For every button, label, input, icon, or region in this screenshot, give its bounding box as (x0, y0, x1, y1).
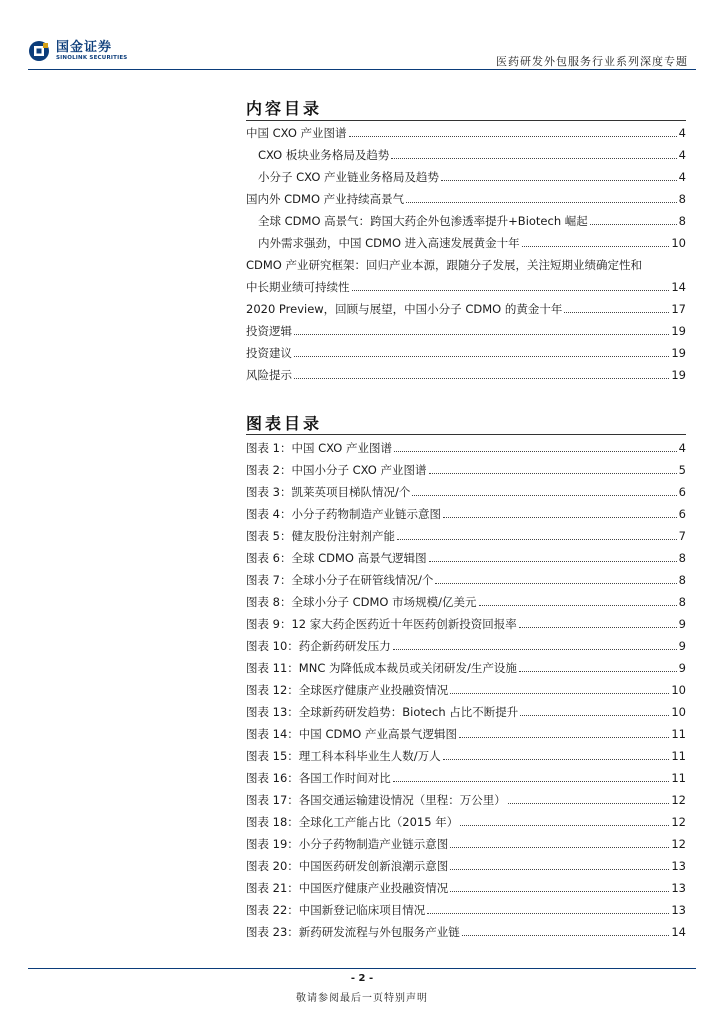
figure-entry-text: 图表 16：各国工作时间对比 (246, 771, 391, 785)
figure-entry-text: 图表 20：中国医药研发创新浪潮示意图 (246, 859, 449, 873)
toc-entry[interactable] (246, 367, 686, 383)
figure-entry-text: 图表 5：健友股份注射剂产能 (246, 529, 395, 543)
figure-entry-page: 6 (678, 485, 686, 499)
figure-entry-text: 图表 12：全球医疗健康产业投融资情况 (246, 683, 449, 697)
leader-dots (459, 737, 669, 738)
toc-entry[interactable] (246, 345, 686, 361)
leader-dots (294, 356, 669, 357)
figure-entry-text: 图表 10：药企新药研发压力 (246, 639, 391, 653)
figure-entry-page: 13 (671, 881, 686, 895)
figure-entry[interactable] (246, 550, 686, 566)
toc-entry-page: 4 (678, 126, 686, 140)
figure-entry[interactable] (246, 594, 686, 610)
leader-dots (394, 451, 677, 452)
figure-entry[interactable] (246, 924, 686, 940)
toc-entry-page: 19 (671, 324, 686, 338)
figure-entry-page: 13 (671, 859, 686, 873)
contents-title-divider (246, 120, 686, 121)
report-series-title: 医药研发外包服务行业系列深度专题 (496, 55, 688, 68)
figure-entry[interactable] (246, 528, 686, 544)
page-number: - 2 - (350, 973, 374, 984)
figure-entry-page: 12 (671, 837, 686, 851)
figure-entry-page: 12 (671, 815, 686, 829)
toc-entry[interactable] (246, 257, 686, 273)
leader-dots (406, 202, 677, 203)
toc-entry-text: CDMO 产业研究框架：回归产业本源，跟随分子发展，关注短期业绩确定性和 (246, 258, 643, 272)
figure-entry[interactable] (246, 726, 686, 742)
leader-dots (522, 246, 670, 247)
toc-entry-text: CXO 板块业务格局及趋势 (258, 148, 390, 162)
toc-entry-page: 19 (671, 346, 686, 360)
contents-title: 内容目录 (246, 99, 323, 118)
figure-entry-text: 图表 9：12 家大药企医药近十年医药创新投资回报率 (246, 617, 517, 631)
toc-entry-text: 全球 CDMO 高景气：跨国大药企外包渗透率提升+Biotech 崛起 (258, 214, 588, 228)
leader-dots (397, 539, 677, 540)
leader-dots (352, 290, 670, 291)
figure-entry-text: 图表 17：各国交通运输建设情况（里程：万公里） (246, 793, 506, 807)
figures-list (246, 440, 686, 940)
figure-entry-text: 图表 3：凯莱英项目梯队情况/个 (246, 485, 411, 499)
figure-entry-text: 图表 8：全球小分子 CDMO 市场规模/亿美元 (246, 595, 477, 609)
figure-entry[interactable] (246, 748, 686, 764)
figure-entry[interactable] (246, 462, 686, 478)
figure-entry-page: 5 (678, 463, 686, 477)
figure-entry[interactable] (246, 506, 686, 522)
toc-entry-text: 小分子 CXO 产业链业务格局及趋势 (258, 170, 440, 184)
figure-entry[interactable] (246, 484, 686, 500)
company-logo (28, 40, 127, 62)
leader-dots (564, 312, 669, 313)
toc-entry-text: 投资建议 (246, 346, 292, 360)
figures-title: 图表目录 (246, 414, 323, 433)
figure-entry[interactable] (246, 616, 686, 632)
toc-entry-text: 风险提示 (246, 368, 292, 382)
toc-entry-page: 19 (671, 368, 686, 382)
leader-dots (349, 136, 677, 137)
toc-entry-text: 2020 Preview，回顾与展望，中国小分子 CDMO 的黄金十年 (246, 302, 563, 316)
leader-dots (429, 473, 677, 474)
logo-english-name: SINOLINK SECURITIES (56, 54, 128, 61)
toc-entry[interactable] (246, 147, 686, 163)
figures-title-divider (246, 434, 686, 435)
leader-dots (429, 561, 677, 562)
leader-dots (393, 781, 670, 782)
leader-dots (450, 869, 669, 870)
toc-entry-page: 4 (678, 148, 686, 162)
leader-dots (460, 825, 669, 826)
footer-divider (28, 968, 696, 969)
figure-entry-page: 10 (671, 705, 686, 719)
figure-entry-text: 图表 13：全球新药研发趋势：Biotech 占比不断提升 (246, 705, 519, 719)
toc-entry-text: 中长期业绩可持续性 (246, 280, 350, 294)
figure-entry-page: 7 (678, 529, 686, 543)
figure-entry-page: 8 (678, 551, 686, 565)
figure-entry-page: 9 (678, 661, 686, 675)
toc-entry-page: 8 (678, 214, 686, 228)
disclaimer-note: 敬请参阅最后一页特别声明 (296, 993, 428, 1004)
figure-entry-page: 11 (671, 771, 686, 785)
figure-entry[interactable] (246, 770, 686, 786)
figure-entry[interactable] (246, 704, 686, 720)
toc-entry[interactable] (246, 169, 686, 185)
figure-entry-text: 图表 7：全球小分子在研管线情况/个 (246, 573, 434, 587)
figure-entry[interactable] (246, 638, 686, 654)
figure-entry-page: 12 (671, 793, 686, 807)
leader-dots (462, 935, 670, 936)
figure-entry[interactable] (246, 440, 686, 456)
figure-entry-page: 10 (671, 683, 686, 697)
figure-entry-text: 图表 23：新药研发流程与外包服务产业链 (246, 925, 460, 939)
toc-entry[interactable] (246, 125, 686, 141)
figure-entry-page: 11 (671, 749, 686, 763)
figure-entry-text: 图表 21：中国医疗健康产业投融资情况 (246, 881, 449, 895)
figure-entry-page: 8 (678, 595, 686, 609)
figure-entry[interactable] (246, 814, 686, 830)
figure-entry-text: 图表 19：小分子药物制造产业链示意图 (246, 837, 449, 851)
figure-entry[interactable] (246, 880, 686, 896)
leader-dots (520, 715, 669, 716)
figure-entry-page: 8 (678, 573, 686, 587)
leader-dots (294, 334, 669, 335)
figure-entry-text: 图表 18：全球化工产能占比（2015 年） (246, 815, 459, 829)
figure-entry-page: 11 (671, 727, 686, 741)
figure-entry-page: 6 (678, 507, 686, 521)
page-header (0, 0, 724, 72)
figure-entry-text: 图表 1：中国 CXO 产业图谱 (246, 441, 393, 455)
figure-entry-text: 图表 2：中国小分子 CXO 产业图谱 (246, 463, 427, 477)
figure-entry-text: 图表 15：理工科本科毕业生人数/万人 (246, 749, 441, 763)
figure-entry-text: 图表 4：小分子药物制造产业链示意图 (246, 507, 441, 521)
toc-entry-page: 17 (671, 302, 686, 316)
figure-entry-page: 9 (678, 617, 686, 631)
toc-entry-text: 中国 CXO 产业图谱 (246, 126, 347, 140)
toc-entry-page: 14 (671, 280, 686, 294)
figure-entry-text: 图表 14：中国 CDMO 产业高景气逻辑图 (246, 727, 457, 741)
leader-dots (391, 158, 676, 159)
leader-dots (435, 583, 676, 584)
figure-entry-page: 14 (671, 925, 686, 939)
figure-entry[interactable] (246, 836, 686, 852)
figure-entry[interactable] (246, 682, 686, 698)
figure-entry[interactable] (246, 660, 686, 676)
toc-entry[interactable] (246, 235, 686, 251)
figure-entry-text: 图表 22：中国新登记临床项目情况 (246, 903, 426, 917)
toc-entry[interactable] (246, 191, 686, 207)
figure-entry[interactable] (246, 792, 686, 808)
leader-dots (519, 627, 677, 628)
figure-entry[interactable] (246, 858, 686, 874)
logo-chinese-name: 国金证券 (56, 39, 113, 55)
leader-dots (393, 649, 677, 650)
header-divider (28, 69, 696, 70)
figure-entry-page: 4 (678, 441, 686, 455)
figure-entry-text: 图表 6：全球 CDMO 高景气逻辑图 (246, 551, 427, 565)
toc-entry[interactable] (246, 213, 686, 229)
leader-dots (590, 224, 677, 225)
toc-entry[interactable] (246, 279, 686, 295)
leader-dots (443, 517, 677, 518)
leader-dots (441, 180, 677, 181)
toc-entry-text: 内外需求强劲，中国 CDMO 进入高速发展黄金十年 (258, 236, 520, 250)
figure-entry[interactable] (246, 572, 686, 588)
toc-entry[interactable] (246, 323, 686, 339)
toc-entry-text: 国内外 CDMO 产业持续高景气 (246, 192, 405, 206)
leader-dots (294, 378, 669, 379)
leader-dots (508, 803, 670, 804)
toc-entry-page: 8 (678, 192, 686, 206)
sinolink-logo-icon (28, 40, 50, 62)
figure-entry[interactable] (246, 902, 686, 918)
figure-entry-page: 9 (678, 639, 686, 653)
toc-entry-text: 投资逻辑 (246, 324, 292, 338)
contents-list (246, 125, 686, 385)
figure-entry-text: 图表 11：MNC 为降低成本裁员或关闭研发/生产设施 (246, 661, 517, 675)
leader-dots (450, 891, 669, 892)
leader-dots (450, 847, 669, 848)
leader-dots (443, 759, 670, 760)
toc-entry-page: 4 (678, 170, 686, 184)
toc-entry[interactable] (246, 301, 686, 317)
leader-dots (450, 693, 669, 694)
leader-dots (412, 495, 676, 496)
leader-dots (519, 671, 677, 672)
leader-dots (427, 913, 669, 914)
toc-entry-page: 10 (671, 236, 686, 250)
figure-entry-page: 13 (671, 903, 686, 917)
leader-dots (479, 605, 677, 606)
